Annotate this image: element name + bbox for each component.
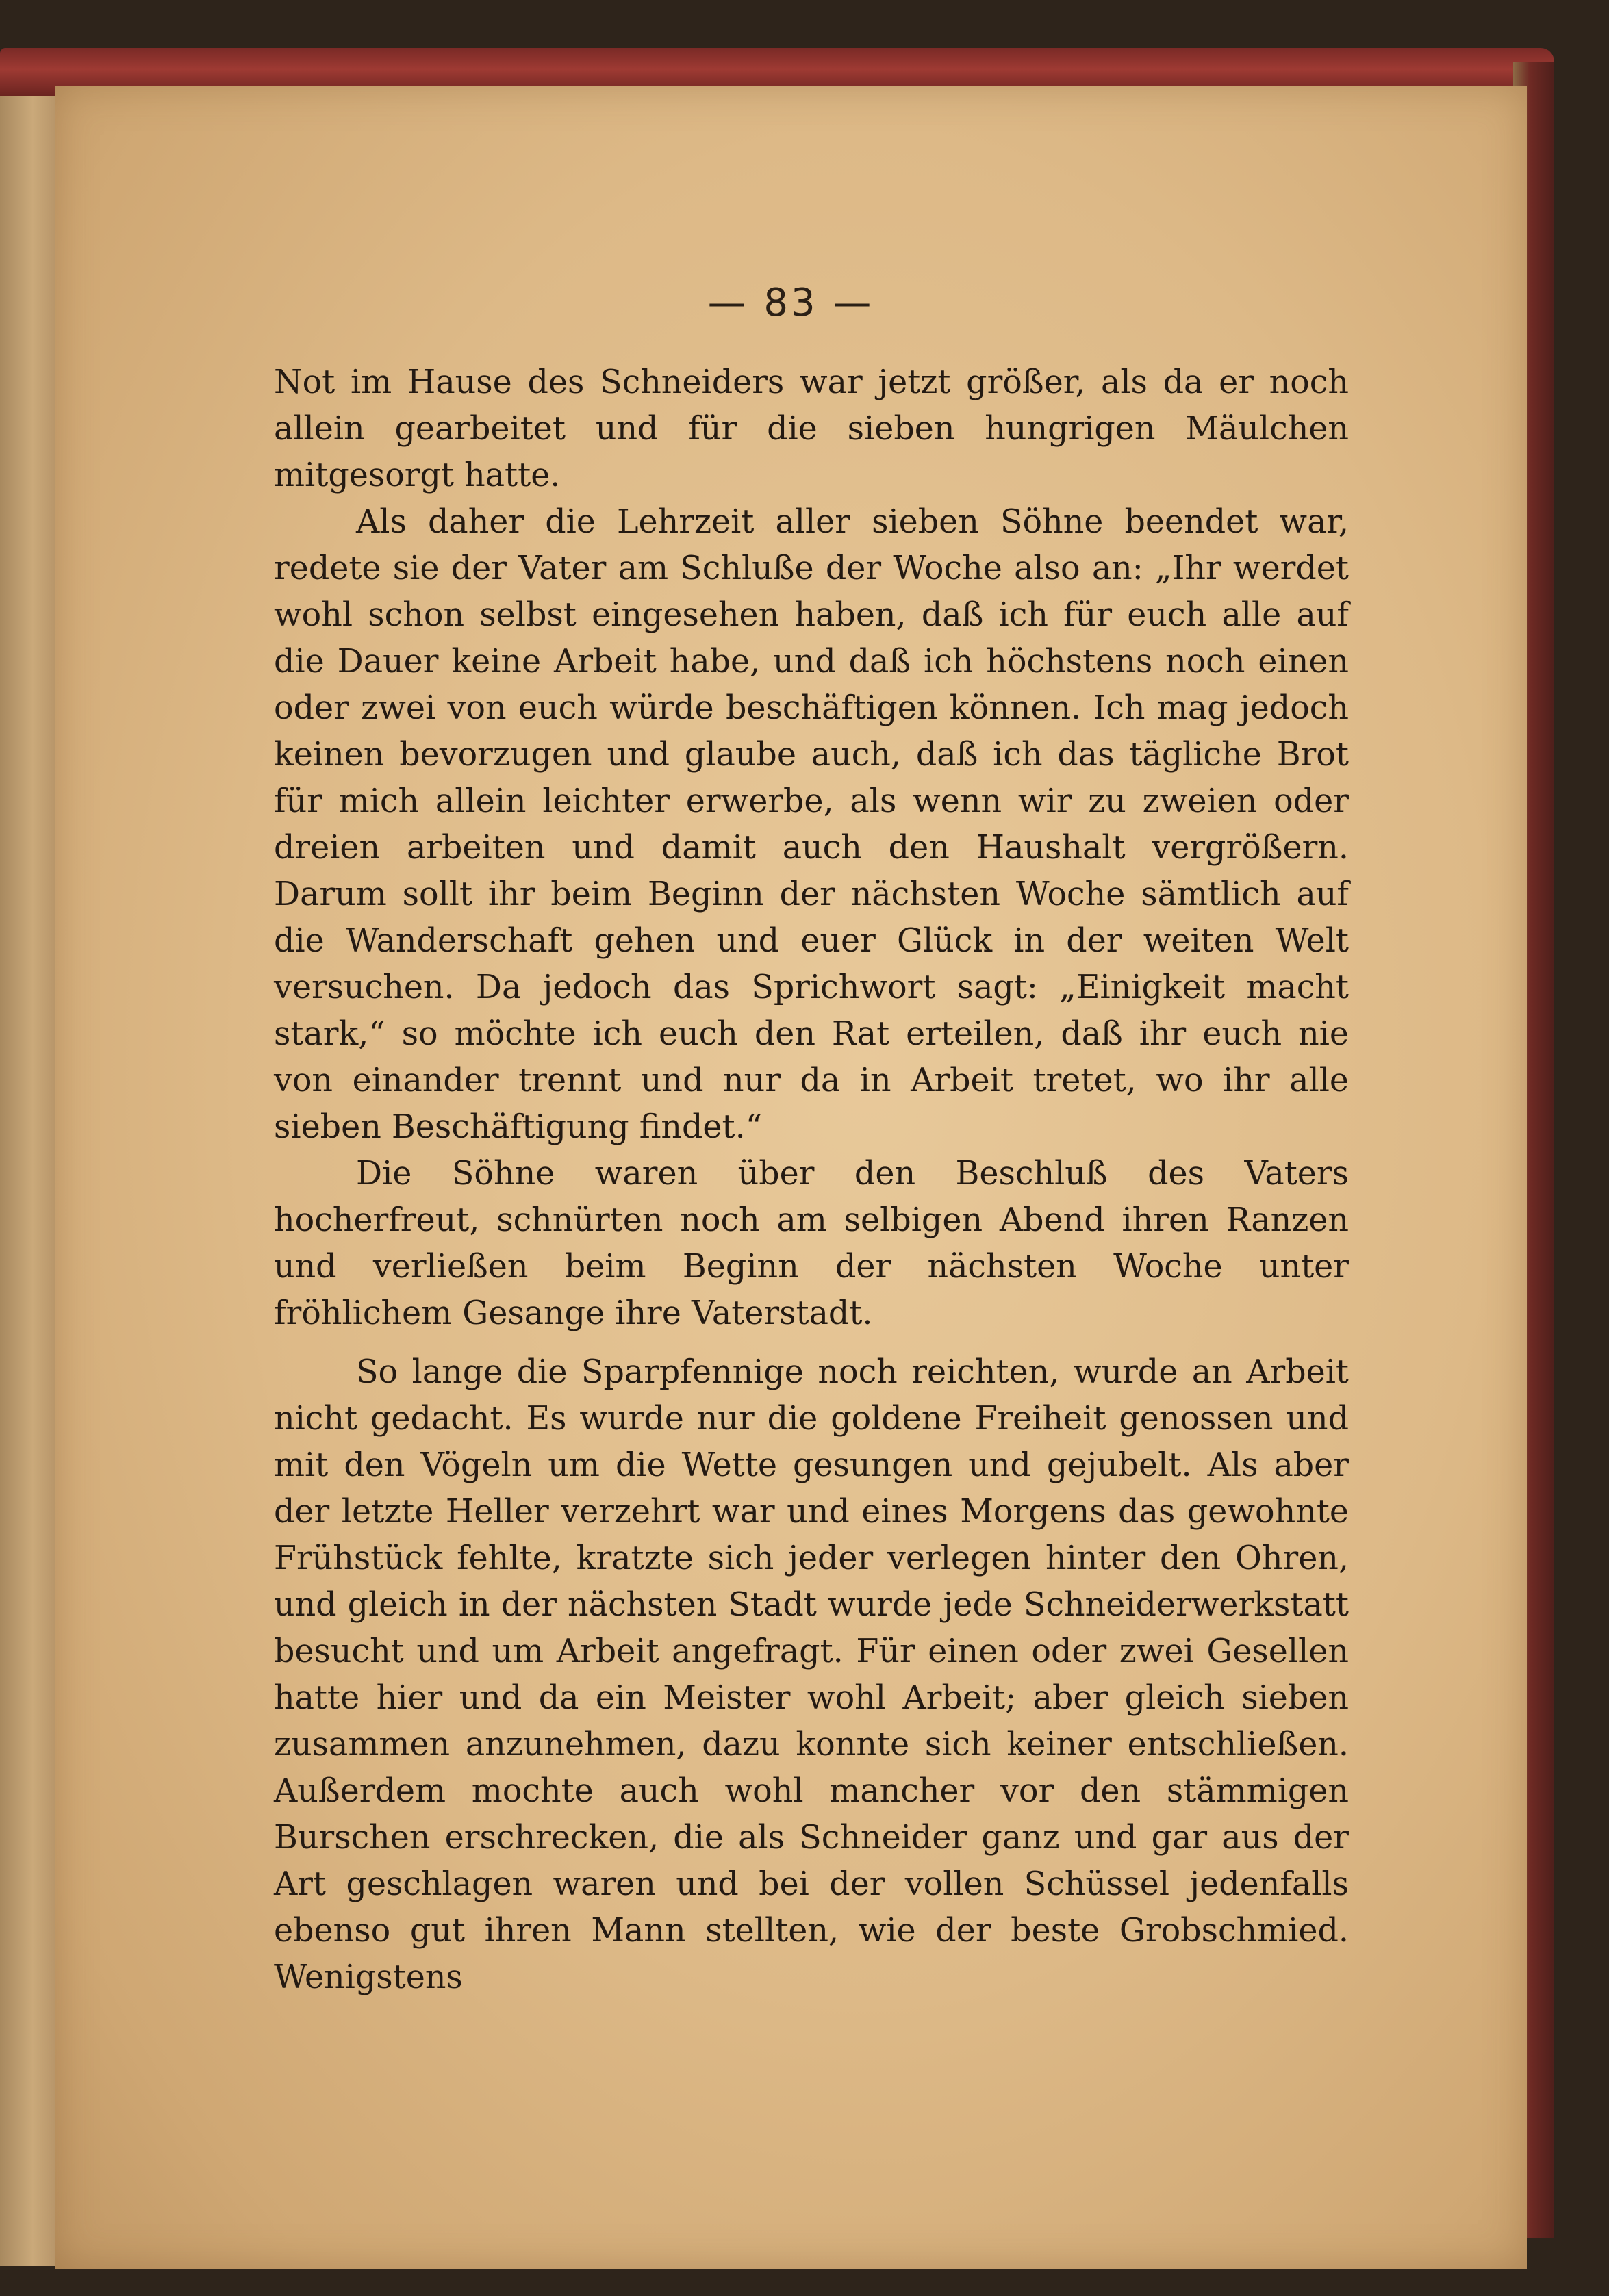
facing-page-edge <box>0 62 57 2266</box>
page-text <box>274 359 1349 2001</box>
book-page <box>55 86 1527 2269</box>
paragraph-1: Not im Hause des Schneiders war jetzt größer, als da er noch allein gearbeitet und für die sieben hungrigen Mäulchen mitgesorgt hatte. <box>274 363 1349 494</box>
paragraph-4: So lange die Sparpfennige noch reichten, wurde an Arbeit nicht gedacht. Es wurde nur die goldene Freiheit genossen und mit den Vögeln um die Wette gesungen und gejubelt. Als aber der letzte Heller verzehrt war und eines Morgens das gewohnte Frühstück fehlte, kratzte sich jeder verlegen hinter den Ohren, und gleich in der nächsten Stadt wurde jede Schneiderwerkstatt besucht und um Arbeit angefragt. Für einen oder zwei Gesellen hatte hier und da ein Meister wohl Arbeit; aber gleich sieben zusammen anzunehmen, dazu konnte sich keiner entschließen. Außerdem mochte auch wohl mancher vor den stämmigen Burschen erschrecken, die als Schneider ganz und gar aus der Art geschlagen waren und bei der vollen Schüssel jedenfalls ebenso gut ihren Mann stellten, wie der beste Grobschmied. Wenigstens <box>274 1353 1349 1996</box>
paragraph-3: Die Söhne waren über den Beschluß des Vaters hocherfreut, schnürten noch am selbigen Abend ihren Ranzen und verließen beim Beginn der nächsten Woche unter fröhlichem Gesange ihre Vaterstadt. <box>274 1155 1349 1332</box>
page-number: — 83 — <box>707 281 874 325</box>
paragraph-2: Als daher die Lehrzeit aller sieben Söhne beendet war, redete sie der Vater am Schluße der Woche also an: „Ihr werdet wohl schon selbst eingesehen haben, daß ich für euch alle auf die Dauer keine Arbeit habe, und daß ich höchstens noch einen oder zwei von euch würde beschäftigen können. Ich mag jedoch keinen bevorzugen und glaube auch, daß ich das tägliche Brot für mich allein leichter erwerbe, als wenn wir zu zweien oder dreien arbeiten und damit auch den Haushalt vergrößern. Darum sollt ihr beim Beginn der nächsten Woche sämtlich auf die Wanderschaft gehen und euer Glück in der weiten Welt versuchen. Da jedoch das Sprichwort sagt: „Einigkeit macht stark,“ so möchte ich euch den Rat erteilen, daß ihr euch nie von einander trennt und nur da in Arbeit tretet, wo ihr alle sieben Beschäftigung findet.“ <box>274 503 1349 1146</box>
